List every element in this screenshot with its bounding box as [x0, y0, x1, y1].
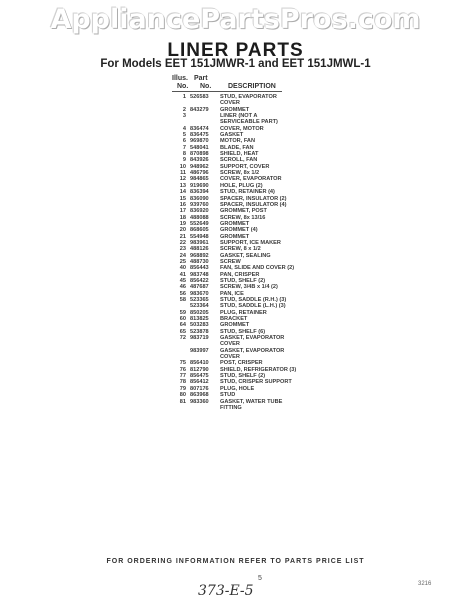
part-description: PAN, CRISPER — [220, 271, 260, 278]
part-number: 856475 — [190, 373, 209, 380]
part-number: 807176 — [190, 385, 209, 392]
illus-number: 10 — [179, 163, 186, 170]
part-description: GROMMET — [220, 106, 250, 113]
illus-number: 65 — [179, 328, 186, 335]
part-description: COVER — [220, 354, 240, 361]
part-number: 552649 — [190, 220, 209, 227]
illus-number: 78 — [179, 379, 186, 386]
part-description: STUD, SADDLE (L.H.) (3) — [220, 303, 286, 310]
part-description: SUPPORT, COVER — [220, 163, 270, 170]
header-rule — [172, 91, 282, 92]
site-watermark: AppliancePartsPros.com — [50, 4, 421, 35]
part-description: GASKET, EVAPORATOR — [220, 335, 285, 342]
part-number: 812790 — [190, 366, 209, 373]
part-number: 919690 — [190, 182, 209, 189]
illus-number: 15 — [179, 195, 186, 202]
part-number: 836090 — [190, 195, 209, 202]
part-description: BRACKET — [220, 316, 248, 323]
part-number: 843926 — [190, 157, 209, 164]
part-description: SCREW — [220, 258, 241, 265]
part-description: GASKET, WATER TUBE — [220, 398, 283, 405]
illus-number: 81 — [179, 398, 186, 405]
part-number: 870898 — [190, 151, 209, 158]
part-number: 856410 — [190, 360, 209, 367]
part-number: 983997 — [190, 347, 209, 354]
part-number: 856412 — [190, 379, 209, 386]
part-description: GASKET — [220, 132, 244, 139]
illus-number: 59 — [179, 309, 186, 316]
part-description: STUD, CRISPER SUPPORT — [220, 379, 292, 386]
illus-number: 20 — [179, 227, 186, 234]
illus-number: 9 — [182, 157, 186, 164]
illus-number: 1 — [182, 94, 186, 100]
part-number: 856443 — [190, 265, 209, 272]
part-description: GROMMET, POST — [220, 208, 267, 215]
part-description: GROMMET — [220, 233, 250, 240]
illus-number: 58 — [179, 297, 186, 303]
page-title: LINER PARTS — [167, 40, 304, 61]
part-number: 488126 — [190, 246, 209, 253]
illus-number: 5 — [182, 132, 186, 139]
part-number: 526583 — [190, 94, 209, 100]
part-number: 939760 — [190, 201, 209, 208]
part-description: COVER — [220, 341, 240, 348]
part-number: 983748 — [190, 271, 209, 278]
illus-number: 41 — [179, 271, 186, 278]
part-number: 523364 — [190, 303, 209, 310]
part-description: GROMMET — [220, 220, 250, 227]
part-description: COVER, EVAPORATOR — [220, 176, 282, 183]
part-number: 488730 — [190, 258, 209, 265]
part-description: SCREW, 8 x 1/2 — [220, 246, 261, 253]
part-description: MOTOR, FAN — [220, 138, 256, 145]
handwritten-note: 373-E-5 — [198, 583, 254, 599]
part-number: 843279 — [190, 106, 209, 113]
part-description: SCREW, 8x 1/2 — [220, 170, 260, 177]
part-number: 503283 — [190, 322, 209, 329]
part-description: PLUG, HOLE — [220, 385, 255, 392]
part-number: 813825 — [190, 316, 209, 323]
header-part-no: No. — [200, 83, 212, 90]
illus-number: 12 — [179, 176, 186, 183]
illus-number: 8 — [182, 151, 186, 158]
illus-number: 24 — [179, 252, 186, 259]
part-number: 836920 — [190, 208, 209, 215]
illus-number: 56 — [179, 290, 186, 297]
illus-number: 13 — [179, 182, 186, 189]
part-description: STUD, SADDLE (R.H.) (3) — [220, 297, 287, 303]
part-number: 984865 — [190, 176, 209, 183]
part-number: 983670 — [190, 290, 209, 297]
part-number: 523365 — [190, 297, 209, 303]
header-description: DESCRIPTION — [228, 83, 276, 90]
part-description: STUD, SHELF (6) — [220, 328, 266, 335]
illus-number: 22 — [179, 239, 186, 246]
part-number: 983961 — [190, 239, 209, 246]
part-description: STUD, RETAINER (4) — [220, 189, 275, 196]
part-description: GASKET, EVAPORATOR — [220, 347, 285, 354]
part-number: 856422 — [190, 277, 209, 284]
part-description: SHIELD, REFRIGERATOR (3) — [220, 366, 297, 373]
part-description: SHIELD, HEAT — [220, 151, 259, 158]
part-number: 554948 — [190, 233, 209, 240]
part-description: FITTING — [220, 404, 242, 411]
illus-number: 21 — [179, 233, 186, 240]
part-description: FAN, SLIDE AND COVER (2) — [220, 265, 295, 272]
part-number — [190, 405, 220, 411]
part-number: 836474 — [190, 125, 209, 132]
illus-number: 76 — [179, 366, 186, 373]
part-number: 488088 — [190, 214, 209, 221]
part-number: 548041 — [190, 144, 209, 151]
part-description: SPACER, INSULATOR (4) — [220, 201, 287, 208]
illus-number: 17 — [179, 208, 186, 215]
illus-number — [170, 405, 190, 411]
illus-number: 79 — [179, 385, 186, 392]
illus-number: 3 — [182, 113, 186, 120]
illus-number: 45 — [179, 277, 186, 284]
part-description: PLUG, RETAINER — [220, 309, 267, 316]
header-part: Part — [194, 75, 208, 82]
illus-number: 80 — [179, 392, 186, 399]
header-illus-no: No. — [177, 83, 189, 90]
part-description: STUD — [220, 392, 236, 399]
part-description: SERVICEABLE PART) — [220, 119, 278, 126]
illus-number: 16 — [179, 201, 186, 208]
illus-number: 60 — [179, 316, 186, 323]
illus-number: 14 — [179, 189, 186, 196]
part-description: PAN, ICE — [220, 290, 244, 297]
illus-number: 6 — [182, 138, 186, 145]
part-description: GROMMET (4) — [220, 227, 258, 234]
models-subtitle: For Models EET 151JMWR-1 and EET 151JMWL-1 — [100, 58, 371, 70]
illus-number: 46 — [179, 284, 186, 291]
illus-number: 7 — [182, 144, 186, 151]
illus-number: 18 — [179, 214, 186, 221]
parts-list — [170, 94, 330, 411]
part-description: COVER — [220, 100, 240, 107]
illus-number: 25 — [179, 258, 186, 265]
part-number: 487687 — [190, 284, 209, 291]
part-number: 836475 — [190, 132, 209, 139]
illus-number: 23 — [179, 246, 186, 253]
part-description: STUD, SHELF (2) — [220, 373, 266, 380]
part-number: 968892 — [190, 252, 209, 259]
page-number: 5 — [258, 575, 262, 582]
part-description: HOLE, PLUG (2) — [220, 182, 263, 189]
part-number: 983360 — [190, 398, 209, 405]
part-description: STUD, SHELF (2) — [220, 277, 266, 284]
part-description: SCROLL, FAN — [220, 157, 258, 164]
ordering-footer: FOR ORDERING INFORMATION REFER TO PARTS PRICE LIST — [106, 558, 365, 565]
part-number: 983719 — [190, 335, 209, 342]
corner-stamp: 3216 — [418, 581, 432, 587]
part-number: 868605 — [190, 227, 209, 234]
part-number: 969870 — [190, 138, 209, 145]
part-description: POST, CRISPER — [220, 360, 263, 367]
part-description: GROMMET — [220, 322, 250, 329]
part-description: STUD, EVAPORATOR — [220, 94, 277, 100]
illus-number: 2 — [182, 106, 186, 113]
illus-number: 64 — [179, 322, 186, 329]
illus-number: 77 — [179, 373, 186, 380]
part-number: 486796 — [190, 170, 209, 177]
part-number: 836394 — [190, 189, 209, 196]
part-number: 523878 — [190, 328, 209, 335]
part-description: SCREW, 8x 13/16 — [220, 214, 266, 221]
part-number: 948962 — [190, 163, 209, 170]
illus-number: 72 — [179, 335, 186, 342]
illus-number: 40 — [179, 265, 186, 272]
part-description: SPACER, INSULATOR (2) — [220, 195, 287, 202]
part-description: SCREW, 3/4B x 1/4 (2) — [220, 284, 278, 291]
illus-number: 11 — [180, 170, 186, 177]
part-description: BLADE, FAN — [220, 144, 254, 151]
part-number: 863968 — [190, 392, 209, 399]
illus-number: 75 — [179, 360, 186, 367]
part-description: GASKET, SEALING — [220, 252, 271, 259]
parts-row — [170, 405, 330, 411]
header-illus: Illus. — [172, 75, 188, 82]
part-number: 850205 — [190, 309, 209, 316]
illus-number: 4 — [182, 125, 186, 132]
illus-number: 19 — [179, 220, 186, 227]
part-description: SUPPORT, ICE MAKER — [220, 239, 281, 246]
part-description: COVER, MOTOR — [220, 125, 264, 132]
part-description: LINER (NOT A — [220, 113, 258, 120]
